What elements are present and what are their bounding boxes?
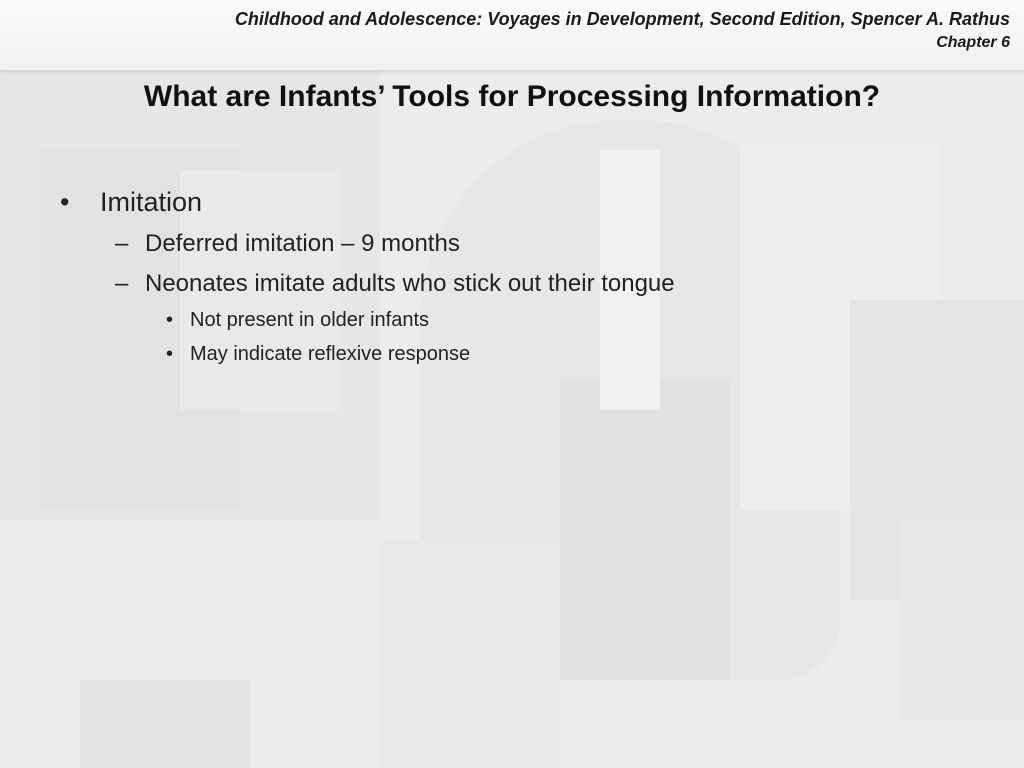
subsubbullet-marker: •: [166, 343, 174, 365]
book-title: Childhood and Adolescence: Voyages in Development, Second Edition, Spencer A. Rathus: [234, 9, 1010, 29]
bullet-marker: •: [60, 187, 70, 217]
subbullet-deferred-imitation: Deferred imitation – 9 months: [145, 230, 460, 257]
subbullet-neonates-imitate: Neonates imitate adults who stick out their tongue: [145, 270, 675, 297]
header: [235, 8, 1010, 54]
slide-title: What are Infants’ Tools for Processing Information?: [143, 80, 881, 113]
subsubbullet-not-present: Not present in older infants: [190, 309, 430, 331]
subbullet-marker: –: [115, 270, 129, 297]
bullet-imitation: Imitation: [100, 187, 203, 217]
subbullet-marker: –: [115, 230, 129, 257]
chapter-label: Chapter 6: [936, 34, 1010, 51]
header-band: [0, 0, 1024, 70]
subsubbullet-marker: •: [166, 309, 174, 331]
subsubbullet-reflexive-response: May indicate reflexive response: [190, 343, 471, 365]
